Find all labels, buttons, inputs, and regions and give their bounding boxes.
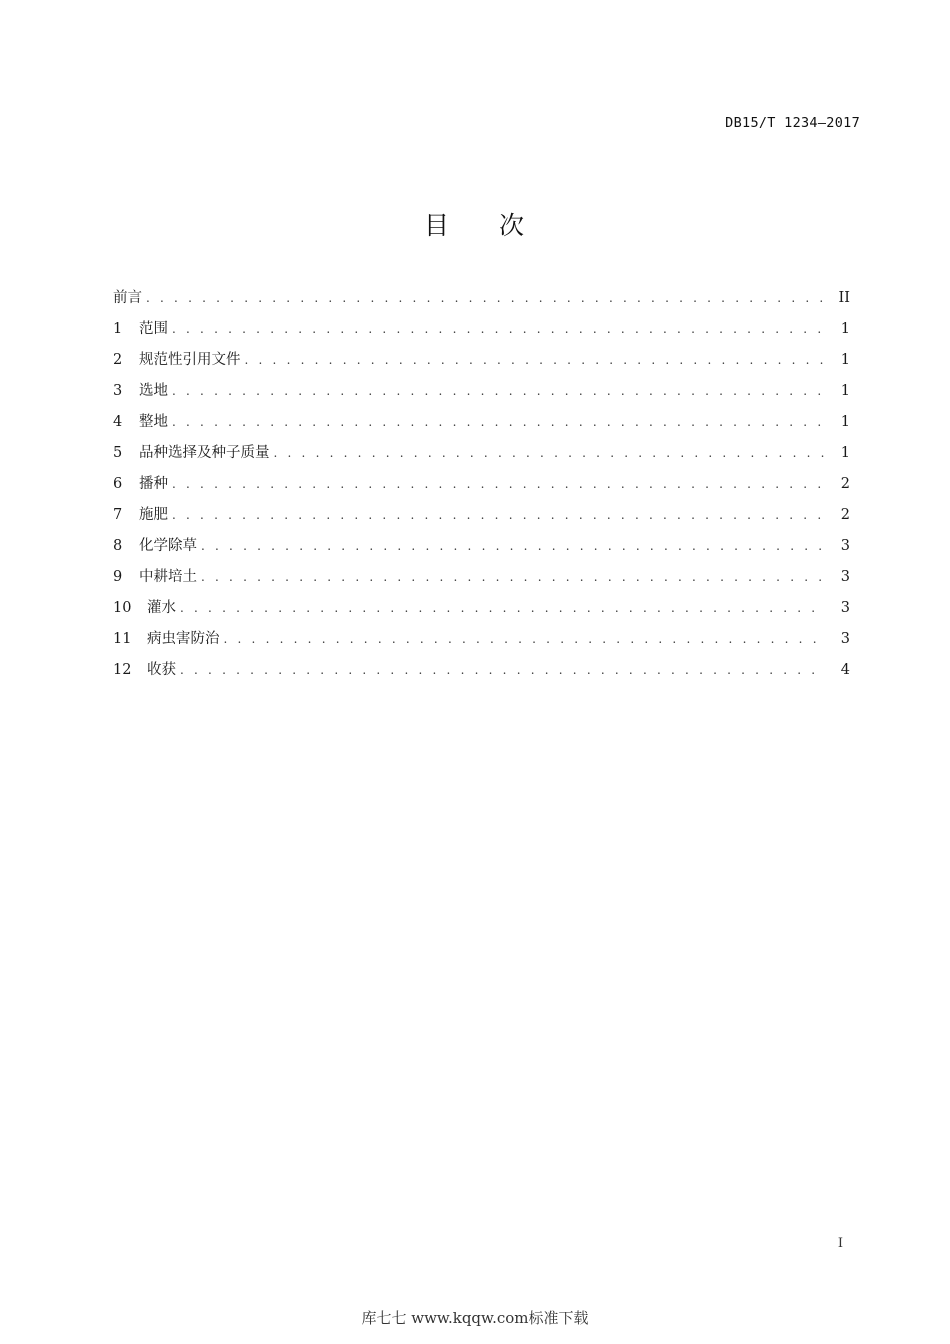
toc-leader-dots xyxy=(245,345,825,376)
toc-entry-number: 2 xyxy=(113,352,123,368)
page-number: I xyxy=(837,1236,843,1251)
toc-entry-label: 化学除草 xyxy=(139,538,197,554)
toc-entry-9[interactable] xyxy=(113,562,850,593)
toc-entry-label: 范围 xyxy=(139,321,168,337)
toc-entry-number: 6 xyxy=(113,476,123,492)
toc-leader-dots xyxy=(172,314,824,345)
toc-leader-dots xyxy=(172,469,824,500)
toc-entry-label: 中耕培土 xyxy=(139,569,197,585)
toc-title-char-1: 目 xyxy=(423,211,451,240)
toc-leader-dots xyxy=(201,531,824,562)
toc-entry-label: 病虫害防治 xyxy=(147,631,220,647)
toc-entry-label: 施肥 xyxy=(139,507,168,523)
toc-entry-label: 规范性引用文件 xyxy=(139,352,241,368)
toc-entry-number: 4 xyxy=(113,414,123,430)
toc-entry-number: 5 xyxy=(113,445,123,461)
toc-entry-6[interactable] xyxy=(113,469,850,500)
toc-entry-12[interactable] xyxy=(113,655,850,686)
toc-leader-dots xyxy=(224,624,825,655)
toc-entry-number: 7 xyxy=(113,507,123,523)
toc-entry-label: 整地 xyxy=(139,414,168,430)
toc-entry-page: 1 xyxy=(840,321,850,337)
toc-entry-page: 4 xyxy=(840,662,850,678)
toc-leader-dots xyxy=(172,376,824,407)
toc-entry-page: 1 xyxy=(840,445,850,461)
document-code: DB15/T 1234—2017 xyxy=(725,115,860,131)
toc-entry-number: 8 xyxy=(113,538,123,554)
toc-entry-10[interactable] xyxy=(113,593,850,624)
toc-entry-label: 选地 xyxy=(139,383,168,399)
toc-leader-dots xyxy=(172,407,824,438)
toc-leader-dots xyxy=(146,283,824,314)
toc-entry-page: 3 xyxy=(840,600,850,616)
toc-entry-7[interactable] xyxy=(113,500,850,531)
toc-entry-label: 灌水 xyxy=(147,600,176,616)
toc-entry-11[interactable] xyxy=(113,624,850,655)
toc-entry-4[interactable] xyxy=(113,407,850,438)
toc-entry-number: 11 xyxy=(113,631,132,647)
toc-entry-page: 3 xyxy=(840,631,850,647)
toc-entry-3[interactable] xyxy=(113,376,850,407)
toc-entry-page: II xyxy=(838,290,850,306)
toc-entry-page: 2 xyxy=(840,507,850,523)
toc-leader-dots xyxy=(274,438,825,469)
toc-entry-5[interactable] xyxy=(113,438,850,469)
toc-title xyxy=(0,206,950,242)
toc-entry-label: 前言 xyxy=(113,290,142,306)
toc-entry-foreword[interactable] xyxy=(113,283,850,314)
toc-entry-page: 3 xyxy=(840,538,850,554)
toc-entry-8[interactable] xyxy=(113,531,850,562)
toc-entry-number: 1 xyxy=(113,321,123,337)
toc-entry-label: 品种选择及种子质量 xyxy=(139,445,270,461)
toc-leader-dots xyxy=(180,593,824,624)
toc-entry-number: 9 xyxy=(113,569,123,585)
toc-entry-page: 1 xyxy=(840,383,850,399)
toc-leader-dots xyxy=(201,562,824,593)
toc-entry-number: 3 xyxy=(113,383,123,399)
toc-title-char-2: 次 xyxy=(499,211,527,240)
toc-leader-dots xyxy=(180,655,824,686)
toc-leader-dots xyxy=(172,500,824,531)
toc-entry-label: 播种 xyxy=(139,476,168,492)
footer-watermark: 库七七 www.kqqw.com标准下载 xyxy=(361,1309,589,1327)
toc-entry-page: 2 xyxy=(840,476,850,492)
toc-entry-number: 12 xyxy=(113,662,132,678)
toc-entry-number: 10 xyxy=(113,600,132,616)
toc-entry-page: 3 xyxy=(840,569,850,585)
toc-entry-page: 1 xyxy=(840,352,850,368)
toc-entry-page: 1 xyxy=(840,414,850,430)
toc-entry-2[interactable] xyxy=(113,345,850,376)
toc-list xyxy=(113,283,850,686)
toc-entry-1[interactable] xyxy=(113,314,850,345)
toc-entry-label: 收获 xyxy=(147,662,176,678)
